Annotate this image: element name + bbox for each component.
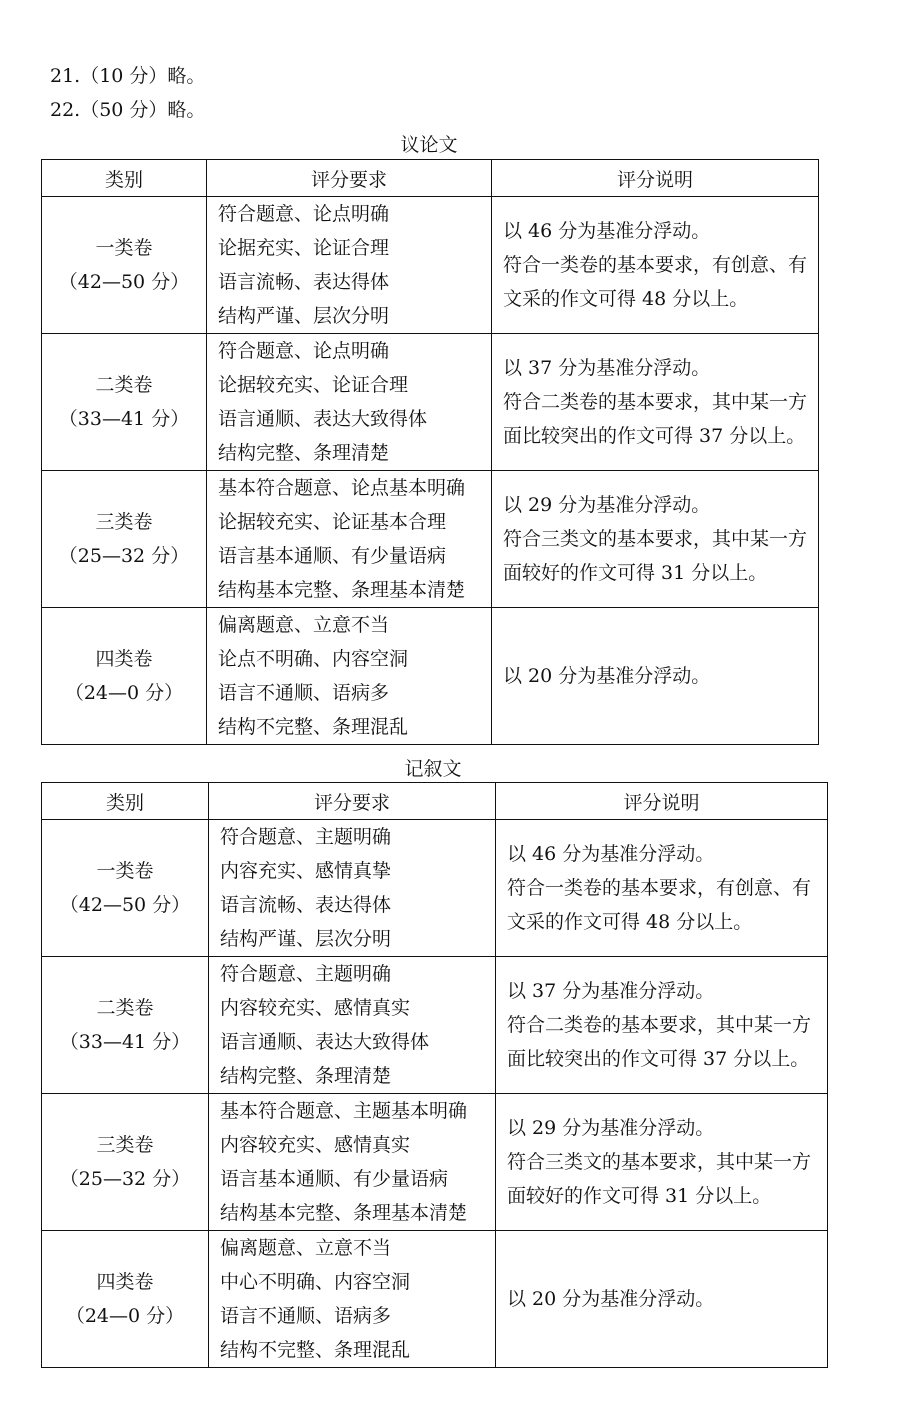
requirement-line: 符合题意、论点明确	[218, 340, 390, 362]
note-line: 以 29 分为基准分浮动。	[503, 494, 711, 516]
table-row	[42, 471, 819, 608]
requirement-line: 基本符合题意、主题基本明确	[220, 1100, 468, 1122]
category-name: 一类卷	[96, 860, 154, 882]
category-cell	[42, 608, 207, 745]
note-line: 符合三类文的基本要求，其中某一方面较好的作文可得 31 分以上。	[503, 528, 808, 584]
note-line: 符合二类卷的基本要求，其中某一方面比较突出的作文可得 37 分以上。	[507, 1014, 812, 1070]
requirements-cell	[207, 608, 492, 745]
note-line: 以 20 分为基准分浮动。	[503, 665, 711, 687]
notes-cell	[492, 471, 819, 608]
requirement-line: 符合题意、论点明确	[218, 203, 390, 225]
category-name: 一类卷	[95, 237, 153, 259]
column-header-notes: 评分说明	[496, 783, 828, 820]
requirement-line: 语言不通顺、语病多	[218, 682, 390, 704]
category-cell	[42, 1094, 209, 1231]
requirements-cell	[207, 334, 492, 471]
category-cell	[42, 471, 207, 608]
table-row	[42, 820, 828, 957]
category-name: 四类卷	[95, 648, 153, 670]
column-header-category: 类别	[42, 160, 207, 197]
note-line: 以 46 分为基准分浮动。	[503, 220, 711, 242]
score-range: （42—50 分）	[58, 271, 190, 293]
requirements-cell	[209, 1231, 496, 1368]
requirements-cell	[207, 471, 492, 608]
category-name: 二类卷	[96, 997, 154, 1019]
requirement-line: 结构完整、条理清楚	[218, 442, 390, 464]
requirement-line: 论据充实、论证合理	[218, 237, 390, 259]
requirements-cell	[207, 197, 492, 334]
requirement-line: 语言基本通顺、有少量语病	[220, 1168, 449, 1190]
column-header-requirements: 评分要求	[207, 160, 492, 197]
argumentative-grading-table	[41, 159, 819, 745]
requirements-cell	[209, 1094, 496, 1231]
note-line: 符合三类文的基本要求，其中某一方面较好的作文可得 31 分以上。	[507, 1151, 812, 1207]
question-22: 22.（50 分）略。	[50, 99, 206, 121]
table-row	[42, 1094, 828, 1231]
table-row	[42, 197, 819, 334]
category-cell	[42, 334, 207, 471]
notes-cell	[496, 957, 828, 1094]
notes-cell	[492, 197, 819, 334]
table-row	[42, 1231, 828, 1368]
category-name: 三类卷	[95, 511, 153, 533]
table-row	[42, 334, 819, 471]
requirement-line: 结构不完整、条理混乱	[220, 1339, 411, 1361]
note-line: 符合一类卷的基本要求，有创意、有文采的作文可得 48 分以上。	[503, 254, 808, 310]
requirement-line: 语言基本通顺、有少量语病	[218, 545, 447, 567]
requirement-line: 偏离题意、立意不当	[220, 1237, 392, 1259]
requirements-cell	[209, 957, 496, 1094]
requirement-line: 内容充实、感情真挚	[220, 860, 392, 882]
category-name: 三类卷	[96, 1134, 154, 1156]
note-line: 符合一类卷的基本要求，有创意、有文采的作文可得 48 分以上。	[507, 877, 812, 933]
requirement-line: 语言流畅、表达得体	[220, 894, 392, 916]
requirement-line: 结构基本完整、条理基本清楚	[218, 579, 466, 601]
requirement-line: 论据较充实、论证基本合理	[218, 511, 447, 533]
requirement-line: 偏离题意、立意不当	[218, 614, 390, 636]
category-cell	[42, 957, 209, 1094]
note-line: 符合二类卷的基本要求，其中某一方面比较突出的作文可得 37 分以上。	[503, 391, 808, 447]
requirement-line: 结构严谨、层次分明	[220, 928, 392, 950]
requirements-cell	[209, 820, 496, 957]
score-range: （42—50 分）	[59, 894, 191, 916]
table-header-row	[42, 783, 828, 820]
category-cell	[42, 1231, 209, 1368]
score-range: （25—32 分）	[58, 545, 190, 567]
requirement-line: 符合题意、主题明确	[220, 826, 392, 848]
category-name: 二类卷	[95, 374, 153, 396]
requirement-line: 语言不通顺、语病多	[220, 1305, 392, 1327]
notes-cell	[496, 1094, 828, 1231]
note-line: 以 37 分为基准分浮动。	[503, 357, 711, 379]
table-row	[42, 608, 819, 745]
requirement-line: 语言流畅、表达得体	[218, 271, 390, 293]
column-header-category: 类别	[42, 783, 209, 820]
category-cell	[42, 197, 207, 334]
requirement-line: 结构基本完整、条理基本清楚	[220, 1202, 468, 1224]
requirement-line: 论点不明确、内容空洞	[218, 648, 409, 670]
notes-cell	[496, 1231, 828, 1368]
category-cell	[42, 820, 209, 957]
requirement-line: 符合题意、主题明确	[220, 963, 392, 985]
requirement-line: 内容较充实、感情真实	[220, 1134, 411, 1156]
requirement-line: 基本符合题意、论点基本明确	[218, 477, 466, 499]
requirement-line: 中心不明确、内容空洞	[220, 1271, 411, 1293]
score-range: （24—0 分）	[65, 1305, 185, 1327]
note-line: 以 29 分为基准分浮动。	[507, 1117, 715, 1139]
table-header-row	[42, 160, 819, 197]
score-range: （25—32 分）	[59, 1168, 191, 1190]
notes-cell	[496, 820, 828, 957]
category-name: 四类卷	[96, 1271, 154, 1293]
requirement-line: 语言通顺、表达大致得体	[220, 1031, 430, 1053]
requirement-line: 语言通顺、表达大致得体	[218, 408, 428, 430]
requirement-line: 结构完整、条理清楚	[220, 1065, 392, 1087]
note-line: 以 37 分为基准分浮动。	[507, 980, 715, 1002]
notes-cell	[492, 334, 819, 471]
column-header-notes: 评分说明	[492, 160, 819, 197]
requirement-line: 内容较充实、感情真实	[220, 997, 411, 1019]
column-header-requirements: 评分要求	[209, 783, 496, 820]
requirement-line: 结构不完整、条理混乱	[218, 716, 409, 738]
argumentative-table-title: 议论文	[400, 134, 458, 156]
note-line: 以 20 分为基准分浮动。	[507, 1288, 715, 1310]
notes-cell	[492, 608, 819, 745]
question-21: 21.（10 分）略。	[50, 65, 206, 87]
note-line: 以 46 分为基准分浮动。	[507, 843, 715, 865]
score-range: （33—41 分）	[59, 1031, 191, 1053]
narrative-grading-table	[41, 782, 828, 1368]
table-row	[42, 957, 828, 1094]
narrative-table-title: 记叙文	[404, 758, 462, 780]
requirement-line: 论据较充实、论证合理	[218, 374, 409, 396]
score-range: （33—41 分）	[58, 408, 190, 430]
score-range: （24—0 分）	[64, 682, 184, 704]
requirement-line: 结构严谨、层次分明	[218, 305, 390, 327]
